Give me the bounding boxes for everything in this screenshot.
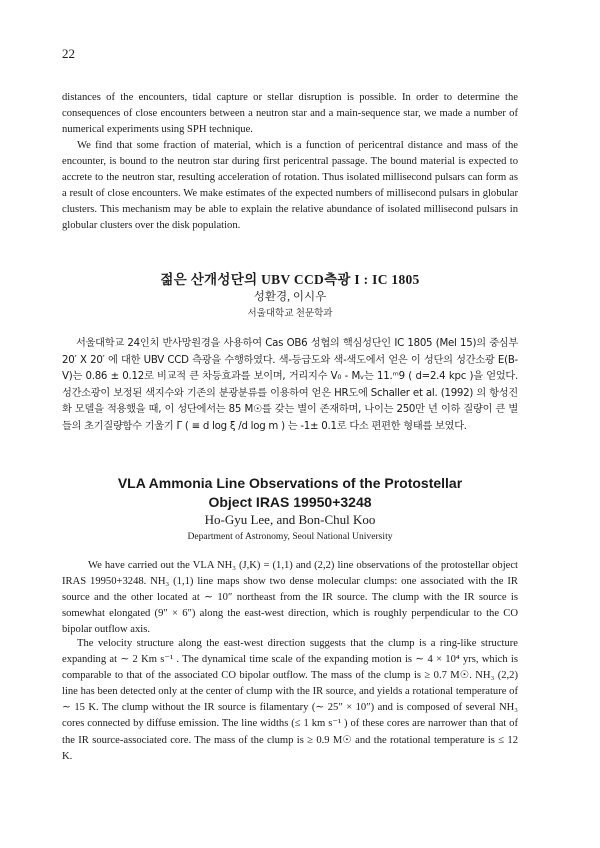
english-article-authors: Ho-Gyu Lee, and Bon-Chul Koo	[204, 512, 376, 527]
english-title-line-2: Object IRAS 19950+3248	[208, 494, 372, 510]
intro-paragraph-2: We find that some fraction of material, which is a function of pericentral distance and mass of the encounter, is bound to the neutron star during first pericentral passage. The bound material is expected to accrete to the neutron star, resulting acceleration of rotation. Thus isolated millisecond pulsars can form as a result of close encounters. We make estimates of the expected numbers of millisecond pulsars in globular clusters. This mechanism may be able to explain the relative abundance of isolated millisecond pulsars in globular clusters over the disk population.	[62, 140, 518, 232]
english-paragraph-2: The velocity structure along the east-west direction suggests that the clump is a ring-like structure expanding at ∼ 2 Km s⁻¹ . The dynamical time scale of the expanding motion is ∼ 4 × 10⁴ yrs, which is comparable to that of the associated CO bipolar outflow. The mass of the clump is ≥ 0.7 M☉. NH₃ (2,2) line has been detected only at the center of clump with the IR source, and yields a rotational temperature of ∼ 15 K. The clump without the IR source is filamentary (∼ 25″ × 10″) and is composed of several NH₃ cores connected by diffuse emission. The line widths (≤ 1 km s⁻¹ ) of these cores are narrower than that of the IR source-associated core. The mass of the clump is ≥ 0.9 M☉ and the rotational temperature is ≤ 12 K.	[62, 638, 518, 762]
english-article-title	[62, 474, 518, 512]
korean-article-abstract: 서울대학교 24인치 반사망원경을 사용하여 Cas OB6 성협의 핵심성단인 IC 1805 (Mel 15)의 중심부 20′ X 20′ 에 대한 UBV CCD 측광을 수행하였다. 색-등급도와 색-색도에서 얻은 이 성단의 성간소광 E(B-V)는 0.86 ± 0.12로 비교적 큰 차등효과를 보이며, 거리지수 V₀ - Mᵥ는 11.ᵐ9 ( d=2.4 kpc )을 얻었다. 성간소광이 보정된 색지수와 기존의 분광분류를 이용하여 얻은 HR도에 Schaller et al. (1992) 의 항성진화 모델을 적용했을 때, 이 성단에서는 85 M☉를 갖는 별이 존재하며, 나이는 250만 년 이하 질량이 큰 별들의 초기질량함수 기울기 Γ ( ≡ d log ξ /d log m ) 는 -1± 0.1로 다소 편편한 형태를 보였다.	[62, 338, 518, 432]
korean-article-title: 젊은 산개성단의 UBV CCD측광 I : IC 1805	[160, 272, 420, 287]
english-title-line-1: VLA Ammonia Line Observations of the Protostellar	[117, 475, 463, 491]
korean-article-authors: 성환경, 이시우	[253, 291, 327, 303]
intro-paragraph-1: distances of the encounters, tidal capture or stellar disruption is possible. In order to determine the consequences of close encounters between a neutron star and a main-sequence star, we made a number of numerical experiments using SPH technique.	[62, 92, 518, 136]
english-article-affiliation: Department of Astronomy, Seoul National University	[187, 531, 393, 542]
page-number: 22	[62, 46, 75, 61]
korean-article-affiliation: 서울대학교 천문학과	[247, 309, 333, 319]
english-paragraph-1: We have carried out the VLA NH₃ (J,K) = (1,1) and (2,2) line observations of the protostellar object IRAS 19950+3248. NH₃ (1,1) line maps show two dense molecular clumps: one associated with the IR source and the other located at ∼ 10″ northeast from the IR source. The clump with the IR source is somewhat elongated (9″ × 6″) along the east-west direction, which is roughly perpendicular to the CO bipolar outflow axis.	[62, 560, 518, 636]
